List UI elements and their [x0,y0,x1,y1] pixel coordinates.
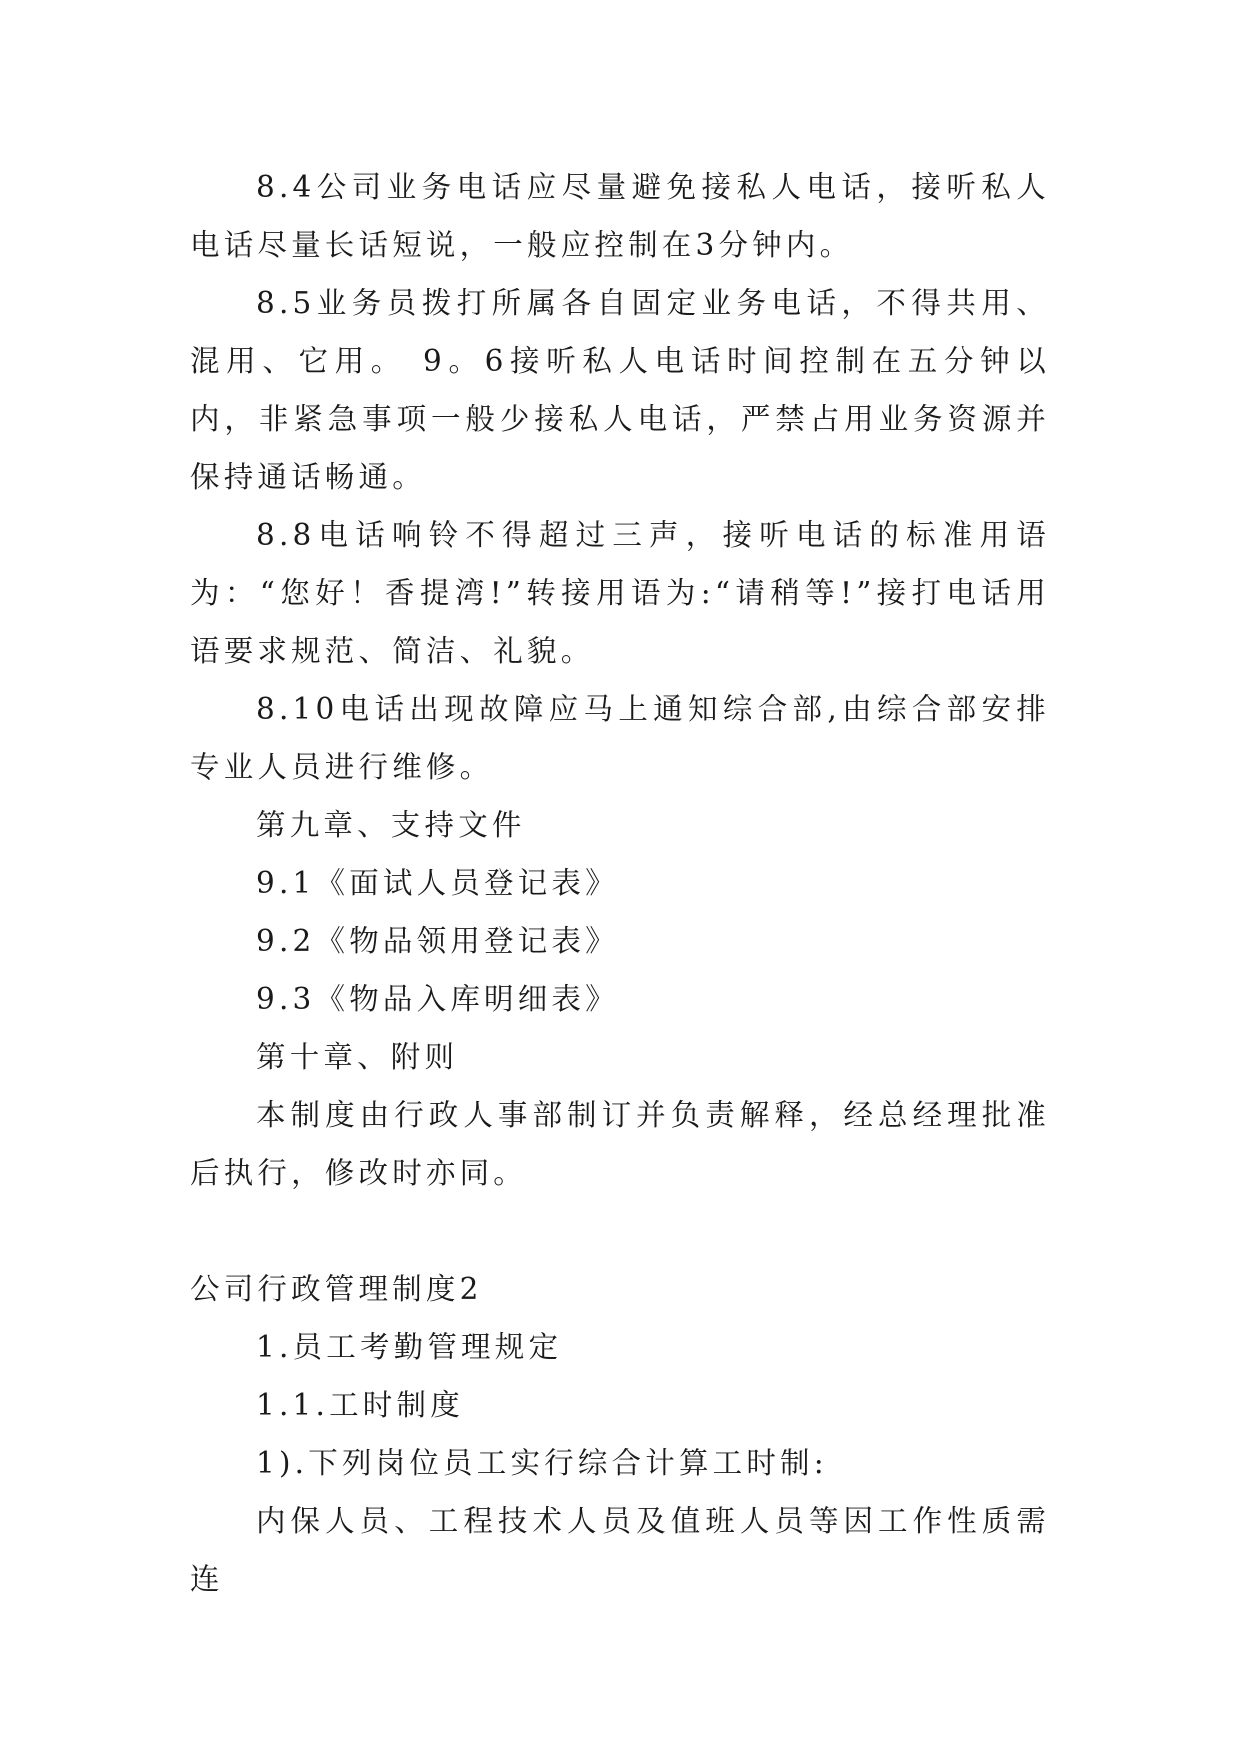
paragraph-8-4: 8.4公司业务电话应尽量避免接私人电话，接听私人电话尽量长话短说，一般应控制在3分钟内。 [190,170,1050,262]
paragraph-8-10: 8.10电话出现故障应马上通知综合部,由综合部安排专业人员进行维修。 [190,692,1050,784]
chapter-9-heading: 第九章、支持文件 [256,808,526,842]
paragraph-8-5: 8.5业务员拨打所属各自固定业务电话，不得共用、混用、它用。 9。6接听私人电话时间控制在五分钟以内，非紧急事项一般少接私人电话，严禁占用业务资源并保持通话畅通。 [190,286,1050,494]
paragraph-supplementary: 本制度由行政人事部制订并负责解释，经总经理批准后执行，修改时亦同。 [190,1098,1050,1190]
heading-1: 1.员工考勤管理规定 [256,1330,563,1364]
list-item-1: 1).下列岗位员工实行综合计算工时制: [256,1446,828,1480]
document-body [190,158,1050,1608]
item-9-2: 9.2《物品领用登记表》 [256,924,619,958]
section-title: 公司行政管理制度2 [190,1272,483,1306]
item-9-3: 9.3《物品入库明细表》 [256,982,619,1016]
paragraph-last: 内保人员、工程技术人员及值班人员等因工作性质需连 [190,1504,1050,1596]
chapter-10-heading: 第十章、附则 [256,1040,459,1074]
heading-1-1: 1.1.工时制度 [256,1388,464,1422]
paragraph-8-8: 8.8电话响铃不得超过三声，接听电话的标准用语为：“您好！香提湾!”转接用语为:“请稍等!”接打电话用语要求规范、简洁、礼貌。 [190,518,1050,668]
item-9-1: 9.1《面试人员登记表》 [256,866,619,900]
